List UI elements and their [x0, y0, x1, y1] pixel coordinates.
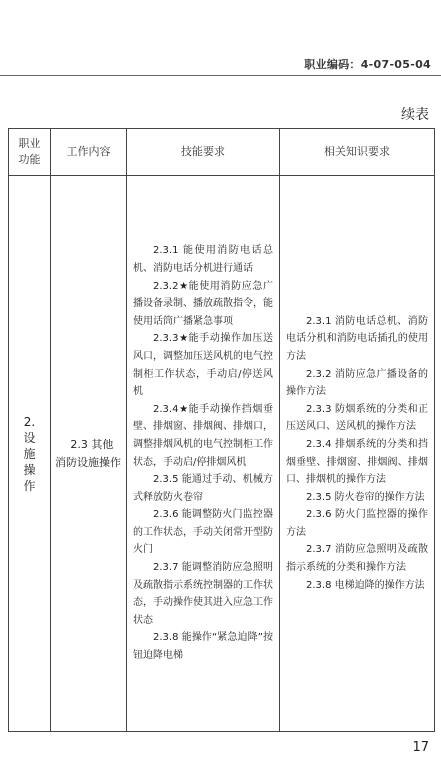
- occupation-code: 职业编码：4-07-05-04: [304, 58, 431, 71]
- work-content-cell: [51, 176, 127, 732]
- skill-item: 2.3.4★能手动操作挡烟垂壁、排烟窗、排烟阀、排烟口，调整排烟风机的电气控制柜工作状态，手动启/停排烟风机: [133, 403, 273, 468]
- function-name-char: 施: [23, 446, 36, 461]
- function-name-char: 操: [23, 462, 36, 477]
- header-knowledge-requirements: 相关知识要求: [280, 129, 435, 176]
- skills-table: [8, 128, 435, 732]
- knowledge-item: 2.3.3 防烟系统的分类和正压送风口、送风机的操作方法: [286, 403, 428, 433]
- knowledge-item: 2.3.1 消防电话总机、消防电话分机和消防电话插孔的使用方法: [286, 315, 428, 362]
- header-function-line2: 功能: [18, 153, 41, 166]
- page-number: 17: [412, 740, 429, 755]
- knowledge-item: 2.3.7 消防应急照明及疏散指示系统的分类和操作方法: [286, 544, 428, 574]
- table-header-row: [9, 129, 435, 176]
- skill-item: 2.3.3★能手动操作加压送风口，调整加压送风机的电气控制柜工作状态，手动启/停送风机: [133, 333, 273, 398]
- function-cell: [9, 176, 51, 732]
- skill-item: 2.3.5 能通过手动、机械方式释放防火卷帘: [133, 474, 273, 503]
- skill-item: 2.3.1 能使用消防电话总机、消防电话分机进行通话: [133, 245, 273, 274]
- header-work-content: 工作内容: [51, 129, 127, 176]
- knowledge-item: 2.3.5 防火卷帘的操作方法: [306, 491, 425, 503]
- continued-table-label: 续表: [401, 107, 429, 123]
- knowledge-item: 2.3.2 消防应急广播设备的操作方法: [286, 368, 428, 398]
- header-function: [9, 129, 51, 176]
- function-name-char: 作: [23, 478, 36, 493]
- skill-item: 2.3.6 能调整防火门监控器的工作状态，手动关闭常开型防火门: [133, 509, 273, 556]
- function-name-char: 设: [23, 430, 36, 445]
- skill-item: 2.3.2★能使用消防应急广播设备录制、播放疏散指令，能使用话筒广播紧急事项: [133, 280, 273, 327]
- table-row: [9, 176, 435, 732]
- header-divider: [0, 75, 441, 76]
- skill-item: 2.3.8 能操作“紧急迫降”按钮迫降电梯: [133, 632, 273, 662]
- header-skill-requirements: 技能要求: [127, 129, 280, 176]
- work-content-text: 2.3 其他消防设施操作: [55, 437, 121, 469]
- knowledge-item: 2.3.8 电梯迫降的操作方法: [306, 579, 425, 591]
- skill-item: 2.3.7 能调整消防应急照明及疏散指示系统控制器的工作状态，手动操作使其进入应急工作状态: [133, 562, 273, 626]
- knowledge-item: 2.3.4 排烟系统的分类和挡烟垂壁、排烟窗、排烟阀、排烟口、排烟机的操作方法: [286, 438, 428, 486]
- skills-cell: [127, 176, 280, 732]
- knowledge-item: 2.3.6 防火门监控器的操作方法: [286, 509, 428, 538]
- header-function-line1: 职业: [18, 137, 41, 150]
- function-number: 2.: [23, 414, 36, 429]
- knowledge-cell: [280, 176, 435, 732]
